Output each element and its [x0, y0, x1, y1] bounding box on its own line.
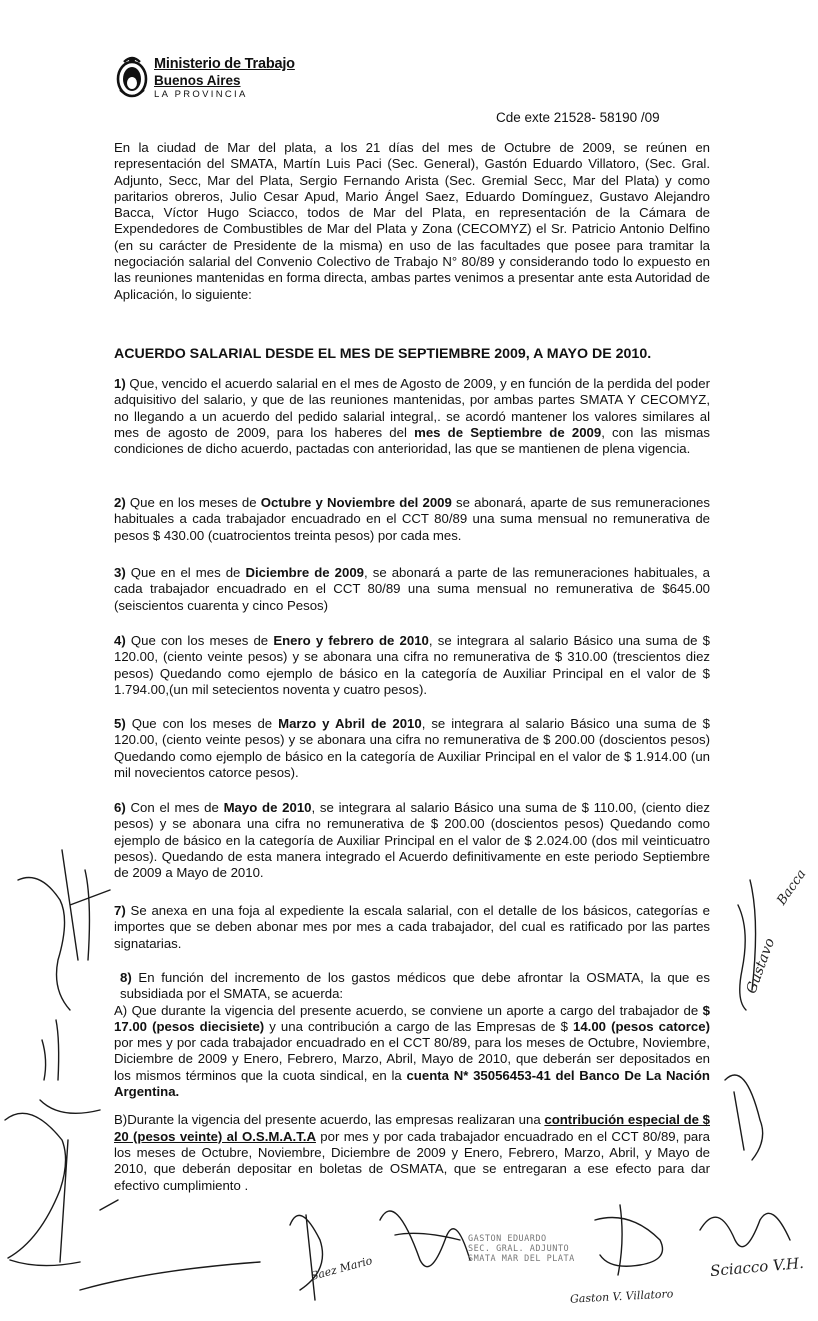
- clause-bold: cuenta N* 35056453-41 del Banco De La Nación Argentina.: [114, 1067, 710, 1100]
- clause-bold: Enero y febrero de 2010: [273, 633, 429, 648]
- clause-7: [114, 903, 710, 952]
- clause-text: y una contribución a cargo de las Empresas de $: [264, 1018, 573, 1034]
- clause-8-b: [114, 1112, 710, 1193]
- signature-left-mid: [40, 1020, 100, 1113]
- clause-text: B)Durante la vigencia del presente acuerdo, las empresas realizaran una: [114, 1112, 545, 1128]
- clause-text: Que en el mes de: [125, 565, 246, 580]
- signature-bottom-3: [595, 1205, 663, 1275]
- clause-2: [114, 495, 710, 544]
- clause-bold: Marzo y Abril de 2010: [278, 716, 422, 731]
- handwritten-gustavo: Gustavo: [743, 936, 779, 996]
- stamp-line: SEC. GRAL. ADJUNTO: [468, 1244, 570, 1254]
- signature-bottom-4: [700, 1213, 790, 1246]
- clause-text: En función del incremento de los gastos médicos que debe afrontar la OSMATA, la que es subsidiada por el SMATA, se acuerda:: [120, 970, 710, 1002]
- clause-8: [114, 970, 710, 1194]
- clause-text: Con el mes de: [125, 800, 224, 815]
- clause-text: Que, vencido el acuerdo salarial en el mes de Agosto de 2009, y en función de la perdida del poder adquisitivo del salario, y que de las reuniones mantenidas, por ambas partes SMATA Y CECOMYZ, no llegando a un acuerdo del pedido salarial integral,. se acordó mantener los valores similares al mes de agosto de 2009, para los haberes del: [114, 376, 710, 440]
- clause-number: 2): [114, 495, 126, 510]
- clause-4: [114, 633, 710, 698]
- handwritten-villatoro: Gaston V. Villatoro: [569, 1287, 674, 1306]
- file-reference: Cde exte 21528- 58190 /09: [496, 110, 660, 125]
- clause-text: Se anexa en una foja al expediente la escala salarial, con el detalle de los básicos, categorías e importes que se deben abonar mes por mes a cada trabajador, del cual es ratificado por las partes signatarias.: [114, 903, 710, 951]
- clause-6: [114, 800, 710, 881]
- clause-1: [114, 376, 710, 457]
- clause-text: se abonará, aparte de sus remuneraciones habituales a cada trabajador encuadrado en el CCT 80/89 una suma mensual no remunerativa de pesos $ 430.00 (cuatrocientos treinta pesos) por cada mes.: [114, 495, 710, 543]
- signature-bottom-1: [290, 1215, 323, 1300]
- clause-text: , se integrara al salario Básico una suma de $ 120.00, (ciento veinte pesos) y se abonara una cifra no remunerativa de $ 200.00 (doscientos pesos) Quedando como ejemplo de básico en la categoría de Auxiliar Principal en el valor de $ 1.914.00 (un mil novecientos catorce pesos).: [114, 716, 711, 780]
- org-name: Ministerio de Trabajo: [154, 56, 295, 72]
- handwritten-bacca: Bacca: [774, 866, 810, 909]
- clause-bold: $ 17.00 (pesos diecisiete): [114, 1002, 710, 1034]
- clause-number: 7): [114, 903, 126, 918]
- clause-underlined: contribución especial de $ 20 (pesos veinte) al O.S.M.A.T.A: [114, 1112, 710, 1144]
- clause-number: 3): [114, 565, 126, 580]
- signature-left-top: [18, 850, 110, 1010]
- clause-bold: 14.00 (pesos catorce): [573, 1018, 710, 1034]
- agreement-title: ACUERDO SALARIAL DESDE EL MES DE SEPTIEMBRE 2009, A MAYO DE 2010.: [114, 346, 652, 362]
- clause-bold: Mayo de 2010: [223, 800, 312, 815]
- signature-left-bottom: [5, 1113, 80, 1265]
- clause-number: 1): [114, 376, 126, 391]
- clause-text: , se integrara al salario Básico una suma de $ 110.00, (ciento diez pesos) y se abonara una cifra no remunerativa de $ 200.00 (doscientos pesos) Quedando como ejemplo de básico en la categoría de Auxiliar Principal en el valor de $ 2.024.00 (dos mil veinticuatro pesos). Quedando de esta manera integrado el Acuerdo definitivamente en este periodo Septiembre de 2009 a Mayo de 2010.: [114, 800, 710, 881]
- clause-text: Que con los meses de: [125, 633, 274, 648]
- intro-paragraph: [114, 140, 710, 303]
- handwritten-sciacco: Sciacco V.H.: [709, 1253, 805, 1281]
- signature-right-mid: [725, 1075, 763, 1160]
- clause-text: , se integrara al salario Básico una suma de $ 120.00, (ciento veinte pesos) y se abonara una cifra no remunerativa de $ 310.00 (trescientos diez pesos) Quedando como ejemplo de básico en la categoría de Auxiliar Principal en el valor de $ 1.794.00,(un mil setecientos noventa y cuatro pesos).: [114, 633, 711, 697]
- clause-text: Que en los meses de: [125, 495, 261, 510]
- clause-number: 4): [114, 633, 126, 648]
- clause-number: 8): [120, 970, 132, 985]
- coat-of-arms-icon: [112, 52, 152, 102]
- underline-stroke: [80, 1200, 260, 1290]
- clause-text: Que con los meses de: [125, 716, 279, 731]
- handwritten-saez: Saez Mario: [309, 1254, 374, 1283]
- clause-text: por mes y por cada trabajador encuadrado en el CCT 80/89, para los meses de Octubre, Noviembre, Diciembre de 2009 y Enero, Febrero, Marzo, Abril, y Mayo de 2010, que deberán depositar en boletas de OSMATA, que se entregaran a ese efecto para dar efectivo cumplimiento .: [114, 1128, 710, 1193]
- clause-bold: mes de Septiembre de 2009: [414, 424, 602, 440]
- intro-text: En la ciudad de Mar del plata, a los 21 días del mes de Octubre de 2009, se reúnen en representación del SMATA, Martín Luis Paci (Sec. General), Gastón Eduardo Villatoro, (Sec. Gral. Adjunto, Secc, Mar del Plata, Sergio Fernando Arista (Sec. Gremial Secc, Mar del Plata) y como paritarios obreros, Julio Cesar Apud, Mario Ángel Saez, Eduardo Domínguez, Gustavo Alejandro Bacca, Víctor Hugo Sciacco, todos de Mar del Plata, en representación de la Cámara de Expendedores de Combustibles de Mar del Plata y Zona (CECOMYZ) el Sr. Patricio Antonio Delfino (en su carácter de Presidente de la misma) en uso de las facultades que posee para tramitar la negociación salarial del Convenio Colectivo de Trabajo N° 80/89 y considerando todo lo expuesto en las reuniones mantenidas en forma directa, ambas partes venimos a presentar ante esta Autoridad de Aplicación, lo siguiente:: [114, 140, 710, 302]
- stamp-line: GASTON EDUARDO: [468, 1234, 547, 1244]
- clause-text: A) Que durante la vigencia del presente acuerdo, se conviene un aporte a cargo del trabajador de: [114, 1002, 703, 1018]
- official-stamp: [468, 1234, 575, 1264]
- clause-text: , con las mismas condiciones de dicho acuerdo, pactadas con anterioridad, las que se mantienen de plena vigencia.: [114, 424, 710, 457]
- clause-5: [114, 716, 710, 781]
- org-province: LA PROVINCIA: [154, 89, 248, 100]
- clause-text: por mes y por cada trabajador encuadrado en el CCT 80/89, para los meses de Octubre, Noviembre, Diciembre de 2009 y Enero, Febrero, Marzo, Abril, Mayo de 2010, que deberán ser depositados en los mismos términos que la cuota sindical, en la: [114, 1035, 710, 1083]
- signature-bottom-2: [380, 1211, 470, 1267]
- clause-bold: Diciembre de 2009: [245, 565, 365, 580]
- org-subname: Buenos Aires: [154, 73, 241, 88]
- clause-text: , se abonará a parte de las remuneraciones habituales, a cada trabajador encuadrado en el CCT 80/89 una suma mensual no remunerativa de $645.00 (seiscientos cuarenta y cinco Pesos): [114, 565, 710, 613]
- clause-number: 6): [114, 800, 126, 815]
- ministry-logo: [112, 52, 322, 108]
- stamp-line: SMATA MAR DEL PLATA: [468, 1254, 575, 1264]
- clause-3: [114, 565, 710, 614]
- clause-8-a: [114, 1003, 710, 1101]
- clause-number: 5): [114, 716, 126, 731]
- clause-bold: Octubre y Noviembre del 2009: [260, 495, 452, 510]
